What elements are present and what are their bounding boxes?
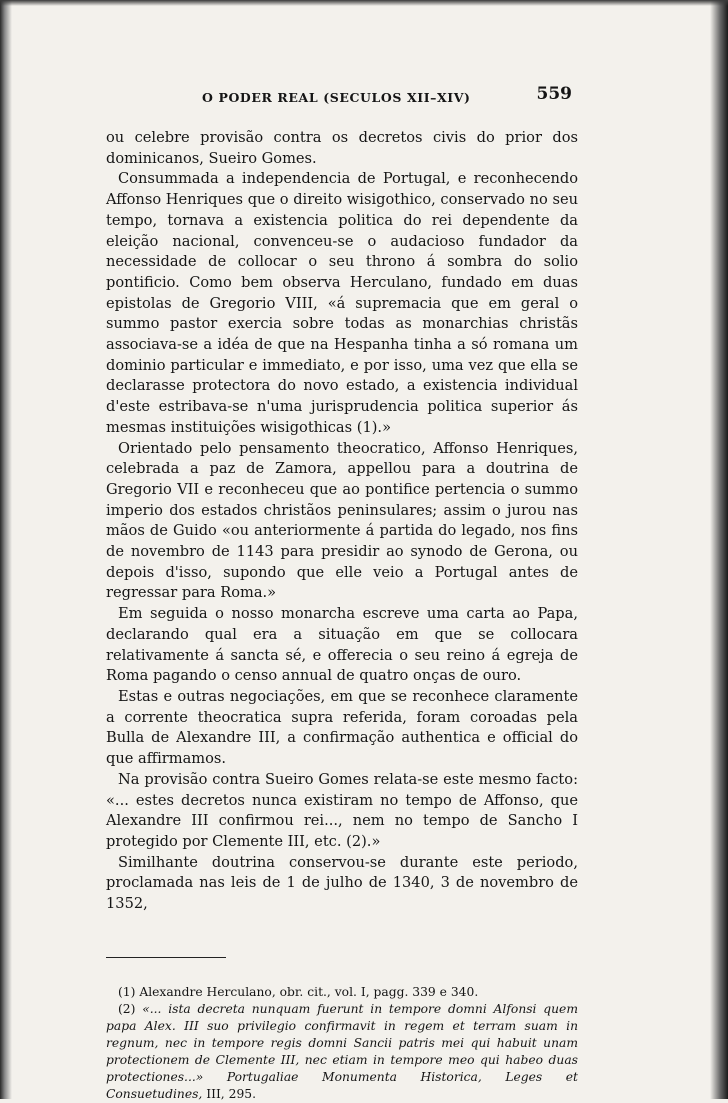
scan-edge-left xyxy=(0,0,12,1099)
paragraph: Estas e outras negociações, em que se reconhece claramente a corrente theocratica supra referida, foram coroadas pela Bulla de Alexandre III, a confirmação authentica e official do que affirmamos. xyxy=(106,687,578,768)
scan-edge-right xyxy=(710,0,728,1099)
running-header xyxy=(106,84,578,110)
book-page xyxy=(106,84,578,1103)
footnotes xyxy=(106,984,578,1103)
paragraph: Consummada a independencia de Portugal, e reconhecendo Affonso Henriques que o direito wisigothico, conservado no seu tempo, tornava a existencia politica do rei dependente da eleição nacional, convenceu-se o audacioso fundador da necessidade de collocar o seu throno á sombra do solio pontificio. Como bem observa Herculano, fundado em duas epistolas de Gregorio VIII, «á supremacia que em geral o summo pastor exercia sobre todas as monarchias christãs associava-se a idéa de que na Hespanha tinha a só romana um dominio particular e immediato, e por isso, uma vez que ella se declarasse protectora do novo estado, a existencia individual d'este estribava-se n'uma jurisprudencia politica superior ás mesmas instituições wisigothicas (1).» xyxy=(106,170,578,436)
paragraph-continuation: ou celebre provisão contra os decretos civis do prior dos dominicanos, Sueiro Gomes. xyxy=(106,129,578,167)
paragraph: Orientado pelo pensamento theocratico, Affonso Henriques, celebrada a paz de Zamora, appellou para a doutrina de Gregorio VII e reconheceu que ao pontifice pertencia o summo imperio dos estados christãos peninsulares; assim o jurou nas mãos de Guido «ou anteriormente á partida do legado, nos fins de novembro de 1143 para presidir ao synodo de Gerona, ou depois d'isso, supondo que elle veio a Portugal antes de regressar para Roma.» xyxy=(106,439,578,602)
footnote-2-mark: (2) xyxy=(118,1001,143,1016)
paragraph: Na provisão contra Sueiro Gomes relata-se este mesmo facto: «... estes decretos nunca existiram no tempo de Affonso, que Alexandre III confirmou rei..., nem no tempo de Sancho I protegido por Clemente III, etc. (2).» xyxy=(106,770,578,850)
footnote-2 xyxy=(106,1001,578,1103)
scan-edge-top xyxy=(0,0,728,6)
paragraph: Similhante doutrina conservou-se durante este periodo, proclamada nas leis de 1 de julho de 1340, 3 de novembro de 1352, xyxy=(106,853,578,913)
footnote-2-source-ref: III, 295. xyxy=(202,1086,257,1101)
footnote-2-latin-quote: «... ista decreta nunquam fuerunt in tempore domni Alfonsi quem papa Alex. III suo privilegio confirmavit in regem et terram suam in regnum, nec in tempore regis domni Sancii patris mei qui habuit unam protectionem de Clemente III, nec etiam in tempore meo qui habeo duas protectiones...» xyxy=(106,1001,578,1084)
footnote-1: (1) Alexandre Herculano, obr. cit., vol. I, pagg. 339 e 340. xyxy=(118,984,479,999)
page-number: 559 xyxy=(536,84,572,104)
footnote-2-source: Portugaliae Monumenta Historica, Leges et Consuetudines, xyxy=(106,1069,578,1101)
paragraph: Em seguida o nosso monarcha escreve uma carta ao Papa, declarando qual era a situação em que se collocara relativamente á sancta sé, e offerecia o seu reino á egreja de Roma pagando o censo annual de quatro onças de ouro. xyxy=(106,605,578,685)
header-title: O PODER REAL (SECULOS XII–XIV) xyxy=(202,90,471,105)
main-text xyxy=(106,128,578,915)
footnote-divider xyxy=(106,957,226,958)
